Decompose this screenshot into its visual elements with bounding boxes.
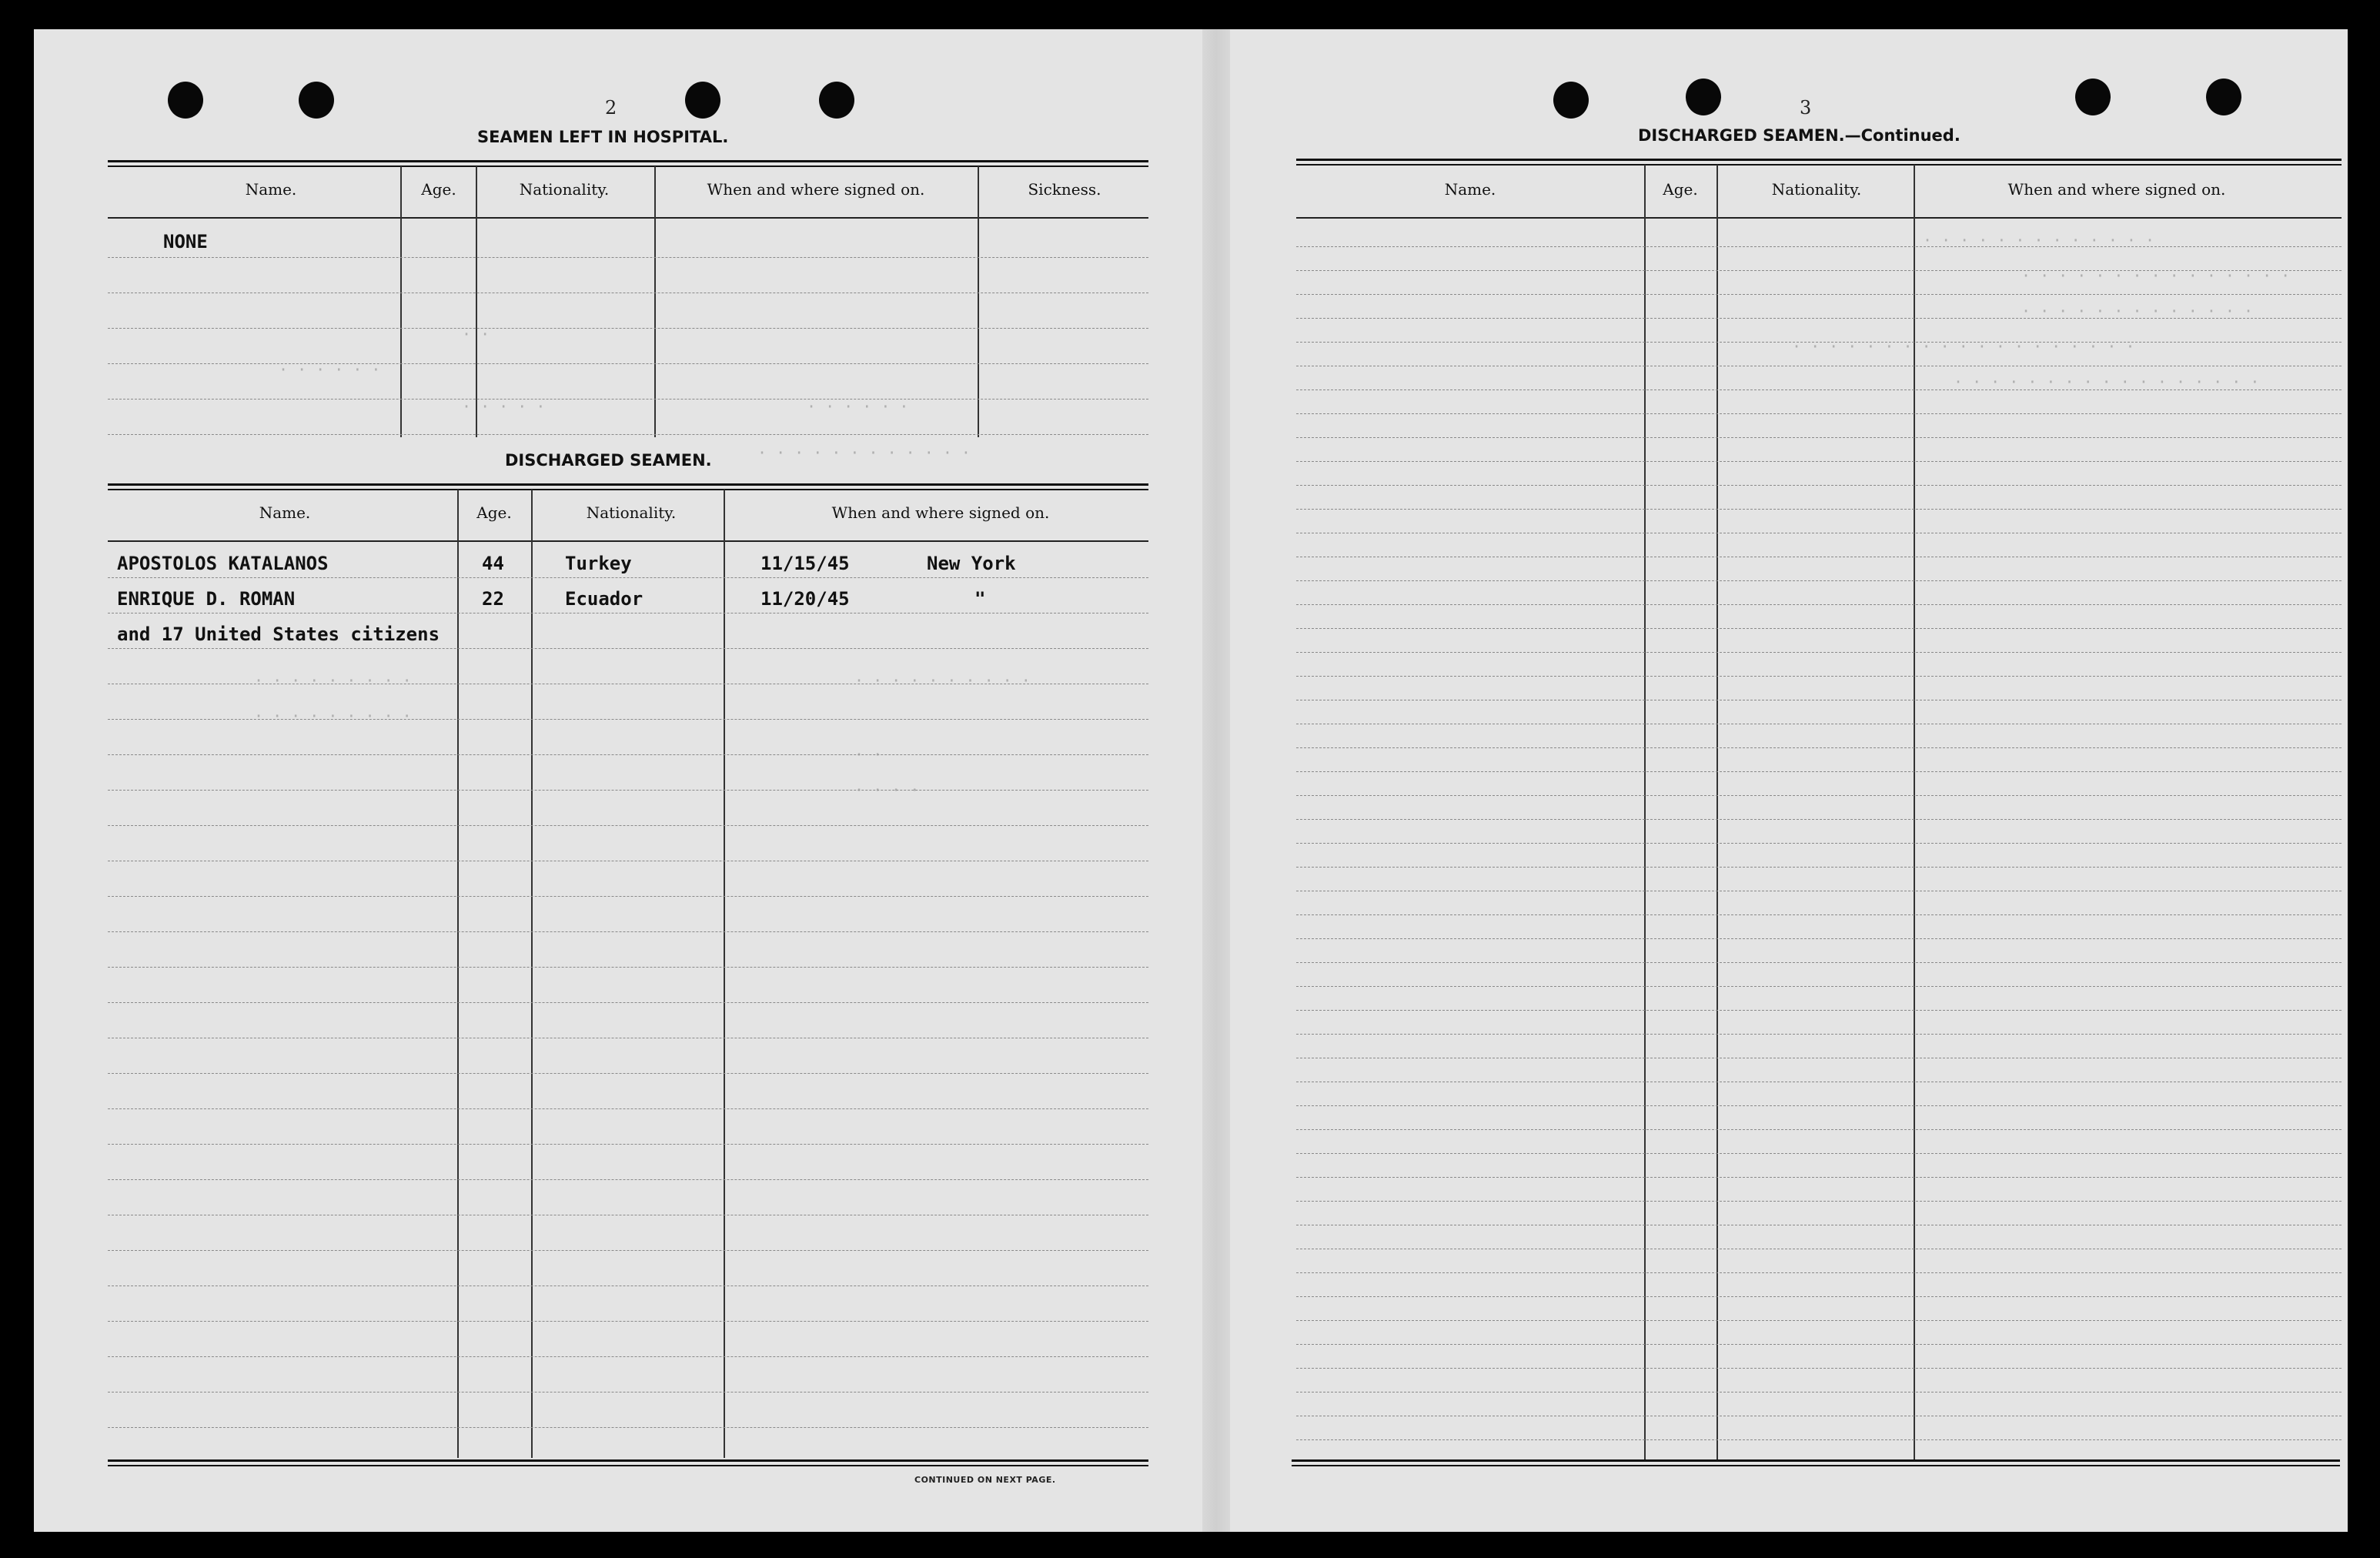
row-rule	[108, 1250, 1148, 1251]
col-header-signed-on: When and where signed on.	[831, 503, 1050, 522]
table-rule	[108, 160, 1148, 167]
row-rule	[108, 363, 1148, 364]
continued-note: CONTINUED ON NEXT PAGE.	[914, 1475, 1056, 1485]
row-rule	[108, 257, 1148, 258]
punch-hole	[1686, 79, 1721, 115]
row-rule	[1296, 771, 2342, 772]
row-rule	[1296, 1034, 2342, 1035]
row-rule	[1296, 819, 2342, 820]
seaman-nationality: Ecuador	[565, 588, 643, 610]
bleed-through-mark: · · · · · ·	[279, 360, 381, 379]
punch-hole	[2075, 79, 2111, 115]
punch-hole	[819, 82, 854, 119]
bleed-through-mark: · · · · · · · · · ·	[854, 671, 1031, 690]
row-rule	[1296, 294, 2342, 295]
col-header-age: Age.	[1663, 180, 1698, 199]
row-rule	[1296, 747, 2342, 748]
header-rule	[108, 217, 1148, 219]
row-rule	[108, 1144, 1148, 1145]
row-rule	[108, 1179, 1148, 1180]
row-rule	[108, 1321, 1148, 1322]
page-gutter	[1202, 29, 1230, 1532]
header-rule	[108, 540, 1148, 542]
punch-hole	[2206, 79, 2241, 115]
row-rule	[108, 648, 1148, 649]
bleed-through-mark: · · · ·	[854, 781, 920, 799]
row-rule	[1296, 580, 2342, 581]
bleed-through-mark: · · · · · · · · ·	[254, 707, 412, 725]
seaman-nationality: Turkey	[565, 553, 632, 574]
row-rule	[1296, 795, 2342, 796]
row-rule	[108, 754, 1148, 755]
row-rule	[1296, 1439, 2342, 1440]
column-divider	[654, 166, 656, 437]
bleed-through-mark: · · · · ·	[462, 397, 546, 416]
row-rule	[1296, 914, 2342, 915]
row-rule	[108, 613, 1148, 614]
seaman-age: 44	[482, 553, 504, 574]
row-rule	[108, 1356, 1148, 1357]
col-header-signed-on: When and where signed on.	[707, 180, 925, 199]
punch-hole	[685, 82, 720, 119]
col-header-name: Name.	[259, 503, 311, 522]
discharged-continued-title: DISCHARGED SEAMEN.—Continued.	[1638, 126, 1960, 145]
seaman-sign-on-date: 11/15/45	[760, 553, 850, 574]
table-bottom-rule	[1292, 1459, 2340, 1466]
punch-hole	[1553, 82, 1589, 119]
seaman-age: 22	[482, 588, 504, 610]
table-bottom-rule	[108, 1459, 1148, 1466]
col-header-age: Age.	[476, 503, 512, 522]
row-rule	[1296, 1344, 2342, 1345]
punch-hole	[299, 82, 334, 119]
column-divider	[1644, 165, 1646, 1459]
col-header-sickness: Sickness.	[1028, 180, 1101, 199]
row-rule	[1296, 962, 2342, 963]
col-header-name: Name.	[245, 180, 297, 199]
column-divider	[724, 490, 725, 1458]
row-rule	[1296, 1272, 2342, 1273]
column-divider	[531, 490, 533, 1458]
column-divider	[1914, 165, 1915, 1459]
row-rule	[1296, 1368, 2342, 1369]
row-rule	[108, 1392, 1148, 1393]
seaman-sign-on-place: "	[974, 588, 986, 610]
row-rule	[108, 967, 1148, 968]
seaman-name: ENRIQUE D. ROMAN	[117, 588, 296, 610]
row-rule	[108, 577, 1148, 578]
row-rule	[108, 1073, 1148, 1074]
col-header-nationality: Nationality.	[586, 503, 677, 522]
col-header-name: Name.	[1444, 180, 1496, 199]
row-rule	[108, 1108, 1148, 1109]
page-number: 2	[605, 97, 617, 119]
column-divider	[457, 490, 459, 1458]
seaman-sign-on-date: 11/20/45	[760, 588, 850, 610]
row-rule	[1296, 1201, 2342, 1202]
row-rule	[1296, 1010, 2342, 1011]
row-rule	[1296, 413, 2342, 414]
bleed-through-mark: · · · · · · · · · · · · · · · · ·	[1954, 373, 2260, 391]
bleed-through-mark: · · · · · ·	[807, 397, 909, 416]
discharged-section-title: DISCHARGED SEAMEN.	[505, 451, 712, 470]
row-rule	[1296, 461, 2342, 462]
row-rule	[1296, 1177, 2342, 1178]
column-divider	[978, 166, 979, 437]
row-rule	[1296, 1392, 2342, 1393]
row-rule	[1296, 1129, 2342, 1130]
punch-hole	[168, 82, 203, 119]
row-rule	[108, 434, 1148, 435]
column-divider	[400, 166, 402, 437]
col-header-nationality: Nationality.	[519, 180, 610, 199]
hospital-section-title: SEAMEN LEFT IN HOSPITAL.	[477, 128, 729, 146]
row-rule	[1296, 652, 2342, 653]
row-rule	[108, 896, 1148, 897]
row-rule	[108, 1427, 1148, 1428]
bleed-through-mark: · · · · · · · · · · · · · · ·	[2021, 266, 2291, 285]
row-rule	[1296, 485, 2342, 486]
seaman-sign-on-place: New York	[927, 553, 1016, 574]
row-rule	[1296, 246, 2342, 247]
row-rule	[1296, 604, 2342, 605]
right-page	[1230, 29, 2348, 1532]
document-sheet	[34, 29, 2348, 1532]
citizens-note: and 17 United States citizens	[117, 624, 440, 645]
row-rule	[1296, 676, 2342, 677]
bleed-through-mark: · ·	[462, 325, 490, 343]
row-rule	[1296, 986, 2342, 987]
bleed-through-mark: · · · · · · · · · · · · · · · · · · ·	[1792, 337, 2135, 356]
row-rule	[108, 790, 1148, 791]
bleed-through-mark: · · · · · · · · ·	[254, 671, 412, 690]
table-rule	[108, 483, 1148, 490]
row-rule	[108, 328, 1148, 329]
row-rule	[108, 1002, 1148, 1003]
col-header-age: Age.	[421, 180, 456, 199]
header-rule	[1296, 217, 2342, 219]
col-header-nationality: Nationality.	[1771, 180, 1862, 199]
row-rule	[108, 931, 1148, 932]
seaman-name: APOSTOLOS KATALANOS	[117, 553, 329, 574]
col-header-signed-on: When and where signed on.	[2007, 180, 2226, 199]
left-page	[34, 29, 1202, 1532]
row-rule	[1296, 437, 2342, 438]
bleed-through-mark: · · · · · · · · · · · ·	[757, 443, 971, 462]
row-rule	[1296, 1105, 2342, 1106]
row-rule	[1296, 867, 2342, 868]
row-rule	[1296, 628, 2342, 629]
table-rule	[1296, 159, 2342, 165]
row-rule	[1296, 509, 2342, 510]
column-divider	[1716, 165, 1718, 1459]
bleed-through-mark: · ·	[854, 745, 883, 764]
bleed-through-mark: · · · · · · · · · · · · ·	[1923, 231, 2155, 249]
row-rule	[1296, 1153, 2342, 1154]
row-rule	[1296, 843, 2342, 844]
row-rule	[1296, 1296, 2342, 1297]
bleed-through-mark: · · · · · · · · · · · · ·	[2021, 302, 2254, 320]
hospital-entry: NONE	[163, 231, 208, 252]
page-number: 3	[1800, 97, 1812, 119]
row-rule	[1296, 938, 2342, 939]
row-rule	[108, 825, 1148, 826]
row-rule	[1296, 1320, 2342, 1321]
row-rule	[108, 399, 1148, 400]
